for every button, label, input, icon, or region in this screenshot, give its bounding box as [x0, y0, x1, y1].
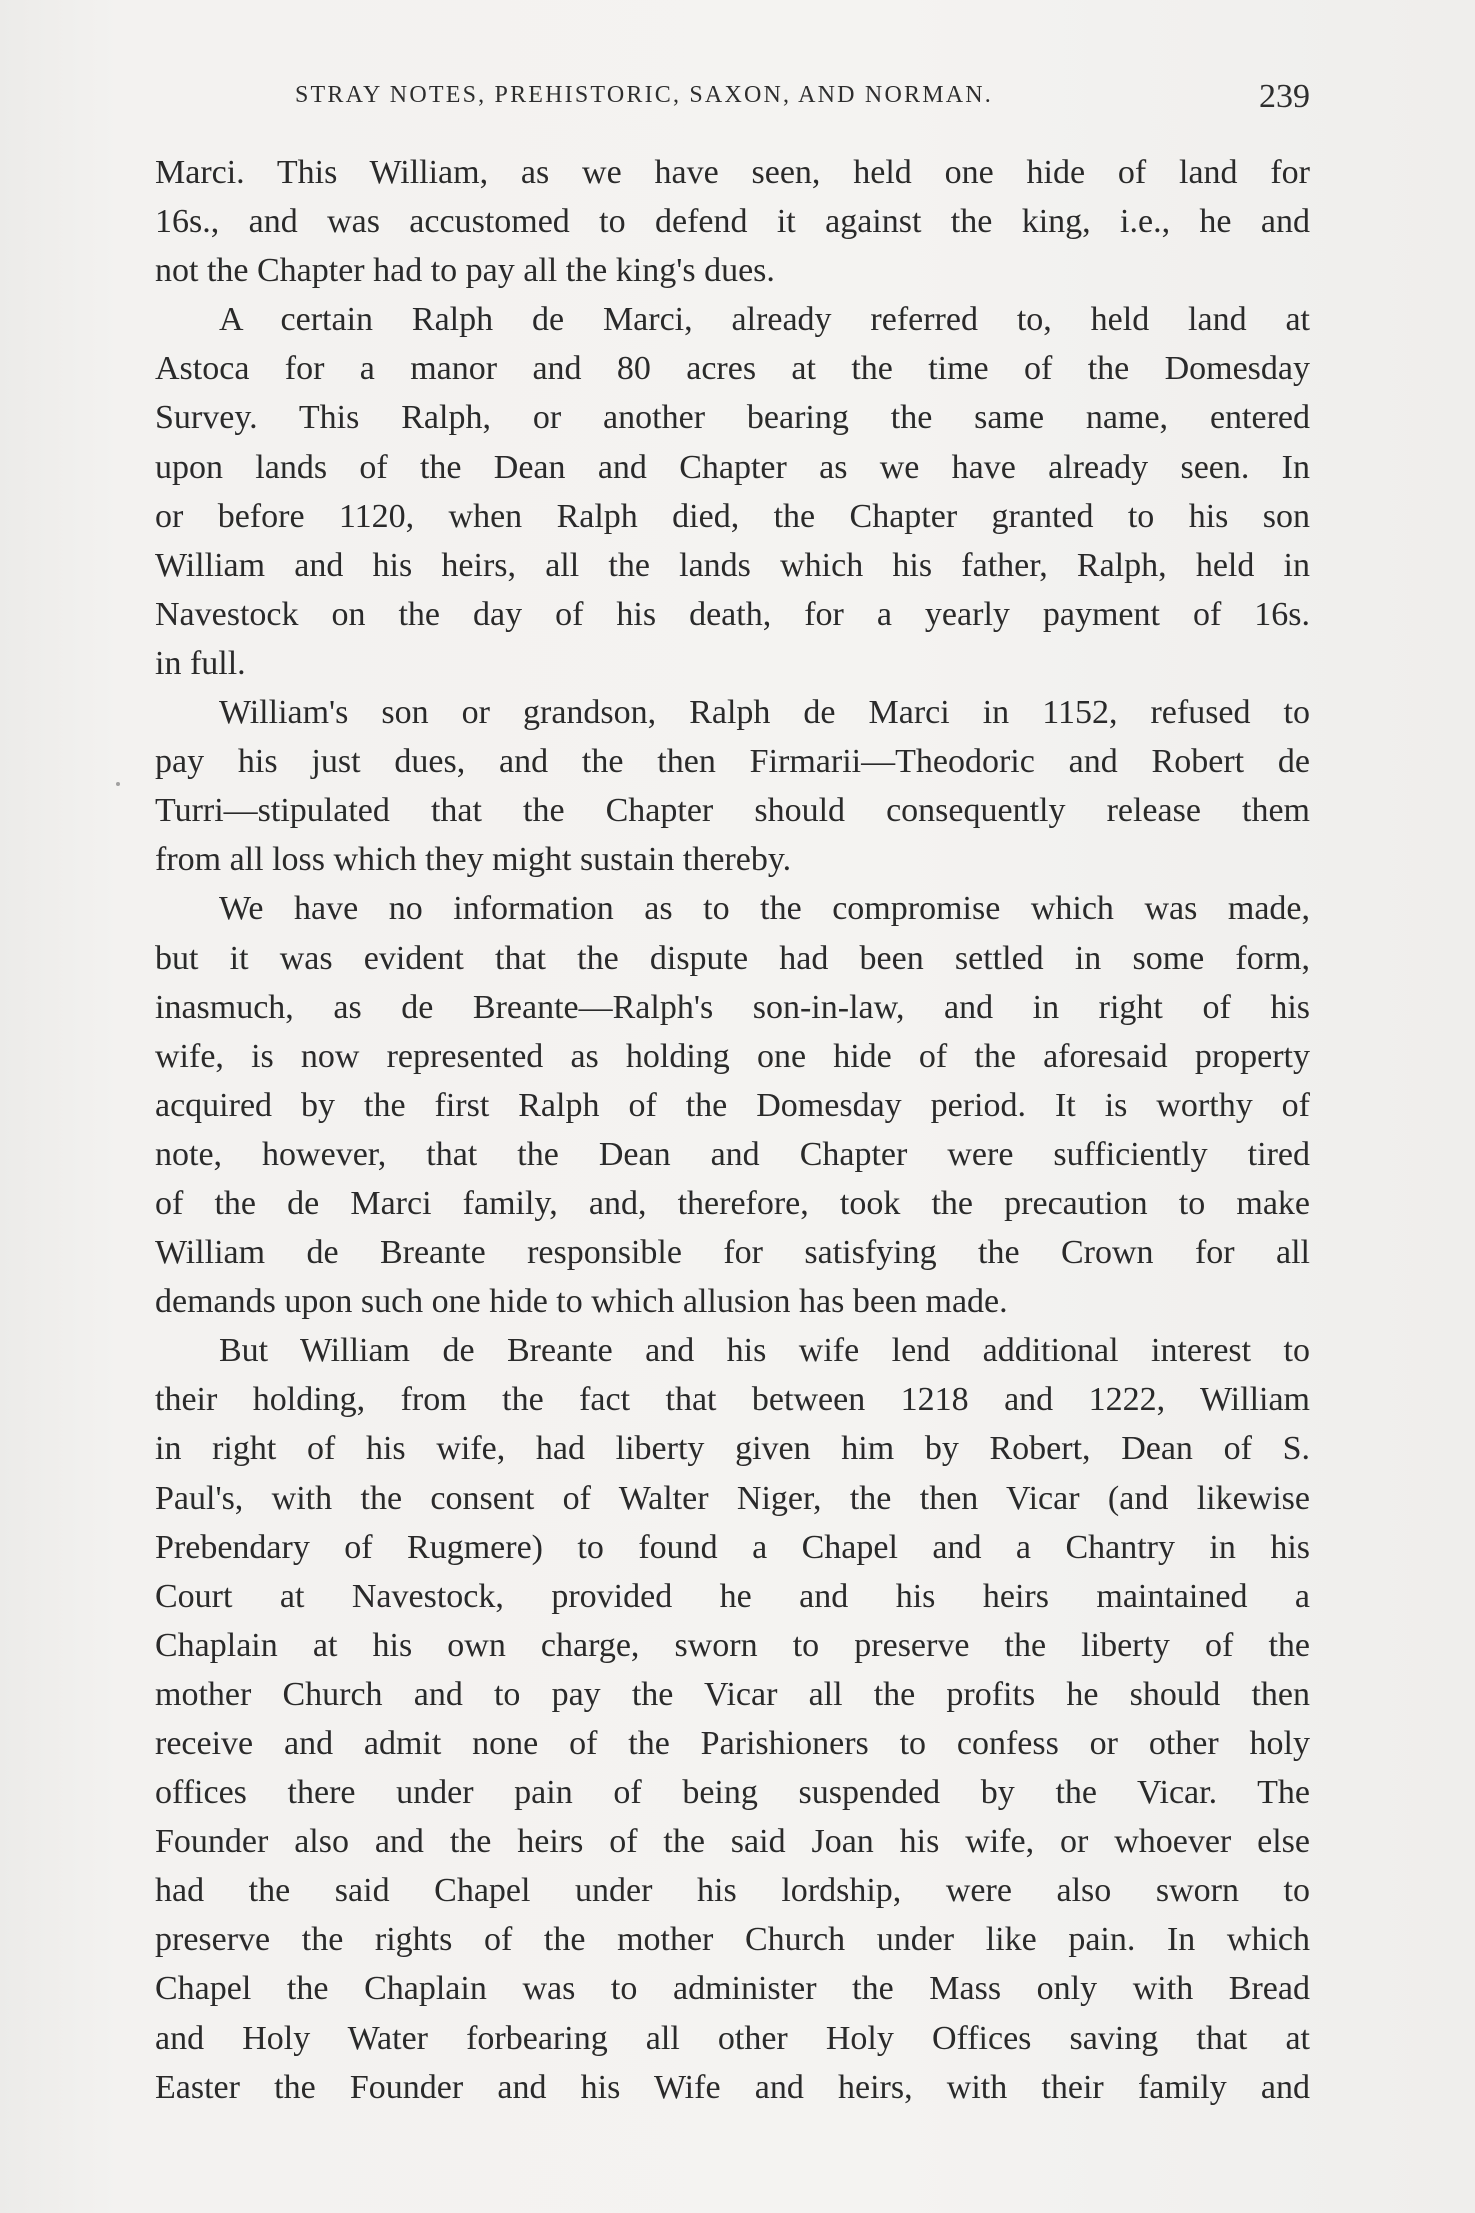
text-line: of the de Marci family, and, therefore, took the precaution to make — [155, 1184, 1310, 1222]
text-line: or before 1120, when Ralph died, the Chapter granted to his son — [155, 497, 1310, 535]
body-text — [155, 148, 1310, 2112]
text-line: Paul's, with the consent of Walter Niger, the then Vicar (and likewise — [155, 1479, 1310, 1517]
text-line: Founder also and the heirs of the said Joan his wife, or whoever else — [155, 1823, 1310, 1861]
text-line: Navestock on the day of his death, for a yearly payment of 16s. — [155, 595, 1310, 633]
text-line: but it was evident that the dispute had been settled in some form, — [155, 939, 1310, 977]
text-line: receive and admit none of the Parishioners to confess or other holy — [155, 1725, 1310, 1762]
text-line: Prebendary of Rugmere) to found a Chapel and a Chantry in his — [155, 1528, 1310, 1566]
text-line: acquired by the first Ralph of the Domesday period. It is worthy of — [155, 1086, 1310, 1124]
page-header — [155, 78, 1310, 128]
running-head: STRAY NOTES, PREHISTORIC, SAXON, AND NORMAN. — [295, 82, 993, 108]
text-line: Court at Navestock, provided he and his heirs maintained a — [155, 1577, 1310, 1615]
text-line: William and his heirs, all the lands which his father, Ralph, held in — [155, 546, 1310, 584]
text-line: not the Chapter had to pay all the king's dues. — [155, 252, 775, 290]
text-line: Survey. This Ralph, or another bearing the same name, entered — [155, 399, 1310, 437]
text-line: pay his just dues, and the then Firmarii—Theodoric and Robert de — [155, 743, 1310, 781]
text-line: We have no information as to the compromise which was made, — [219, 890, 1310, 928]
text-line: note, however, that the Dean and Chapter were sufficiently tired — [155, 1135, 1310, 1173]
text-line: Easter the Founder and his Wife and heirs, with their family and — [155, 2068, 1310, 2106]
paper-speck — [116, 782, 120, 786]
text-line: demands upon such one hide to which allusion has been made. — [155, 1283, 1008, 1321]
text-line: upon lands of the Dean and Chapter as we have already seen. In — [155, 448, 1310, 486]
text-line: Turri—stipulated that the Chapter should consequently release them — [155, 792, 1310, 830]
text-line: in right of his wife, had liberty given him by Robert, Dean of S. — [155, 1430, 1310, 1468]
text-line: inasmuch, as de Breante—Ralph's son-in-law, and in right of his — [155, 988, 1310, 1026]
text-line: from all loss which they might sustain thereby. — [155, 841, 792, 879]
text-line: Astoca for a manor and 80 acres at the time of the Domesday — [155, 350, 1310, 388]
text-line: William de Breante responsible for satisfying the Crown for all — [155, 1234, 1310, 1272]
text-line: their holding, from the fact that between 1218 and 1222, William — [155, 1381, 1310, 1419]
page-number: 239 — [1259, 78, 1310, 115]
text-line: had the said Chapel under his lordship, were also sworn to — [155, 1872, 1310, 1910]
text-line: Chapel the Chaplain was to administer the Mass only with Bread — [155, 1970, 1310, 2008]
text-line: But William de Breante and his wife lend additional interest to — [219, 1332, 1310, 1370]
text-line: and Holy Water forbearing all other Holy Offices saving that at — [155, 2019, 1310, 2057]
text-line: 16s., and was accustomed to defend it against the king, i.e., he and — [155, 203, 1310, 241]
text-line: in full. — [155, 644, 246, 682]
text-line: William's son or grandson, Ralph de Marci in 1152, refused to — [219, 694, 1310, 732]
text-line: A certain Ralph de Marci, already referred to, held land at — [219, 301, 1310, 339]
text-line: Marci. This William, as we have seen, held one hide of land for — [155, 154, 1310, 191]
text-line: wife, is now represented as holding one hide of the aforesaid property — [155, 1037, 1310, 1075]
text-line: offices there under pain of being suspended by the Vicar. The — [155, 1774, 1310, 1812]
text-line: Chaplain at his own charge, sworn to preserve the liberty of the — [155, 1626, 1310, 1664]
text-line: mother Church and to pay the Vicar all the profits he should then — [155, 1675, 1310, 1713]
text-line: preserve the rights of the mother Church under like pain. In which — [155, 1921, 1310, 1959]
